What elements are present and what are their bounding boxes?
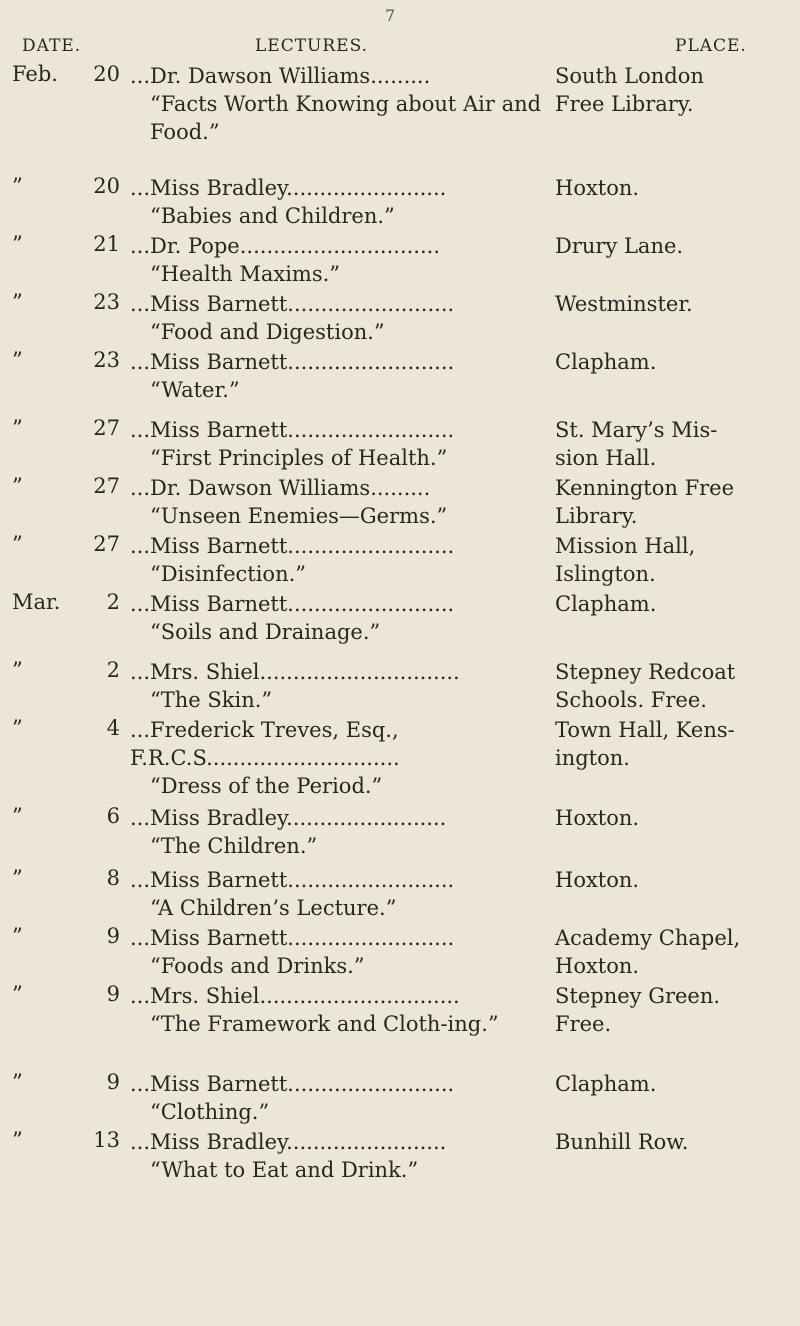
lecturer: ...Dr. Pope.............................. [130,234,440,258]
date-month: ” [12,982,23,1006]
date-month: Mar. [12,590,61,614]
lecture-title: “The Children.” [150,834,318,858]
place-line: Hoxton. [555,176,640,200]
date-day: 2 [106,590,120,614]
lecture-title: “Soils and Drainage.” [150,620,381,644]
lecture-title: “Foods and Drinks.” [150,954,365,978]
lecturer: ...Frederick Treves, Esq., F.R.C.S............................. [130,718,400,770]
date-month: ” [12,416,23,440]
date-month: ” [12,1070,23,1094]
place-line: Stepney Green. [555,984,721,1008]
lecture-title: “Dress of the Period.” [150,774,383,798]
place-line: ington. [555,746,630,770]
date-day: 4 [106,716,120,740]
date-month: ” [12,804,23,828]
place-line: Academy Chapel, [555,926,741,950]
lecturer: ...Mrs. Shiel.............................. [130,660,460,684]
place-line: sion Hall. [555,446,657,470]
lecture-title: “A Children’s Lecture.” [150,896,397,920]
place-line: Westminster. [555,292,693,316]
table-row [0,416,800,474]
header-lectures: LECTURES. [255,36,369,56]
date-day: 9 [106,982,120,1006]
date-month: ” [12,348,23,372]
lecture-title: “Disinfection.” [150,562,307,586]
date-day: 21 [93,232,120,256]
date-month: ” [12,924,23,948]
lecturer: ...Mrs. Shiel.............................. [130,984,460,1008]
place-line: Library. [555,504,638,528]
table-row [0,232,800,290]
place-line: Drury Lane. [555,234,684,258]
date-day: 23 [93,348,120,372]
table-row [0,1128,800,1186]
table-row [0,290,800,348]
date-day: 20 [93,174,120,198]
page-mark: 7 [385,6,396,25]
place-line: Clapham. [555,592,657,616]
date-day: 9 [106,924,120,948]
date-day: 20 [93,62,120,86]
table-row [0,174,800,232]
place-line: Clapham. [555,1072,657,1096]
date-day: 27 [93,416,120,440]
table-row [0,982,800,1070]
place-line: Stepney Redcoat [555,660,736,684]
lecture-title: “What to Eat and Drink.” [150,1158,419,1182]
date-month: ” [12,1128,23,1152]
date-day: 27 [93,474,120,498]
date-day: 27 [93,532,120,556]
date-day: 23 [93,290,120,314]
place-line: Free. [555,1012,612,1036]
table-row [0,62,800,174]
date-month: ” [12,658,23,682]
header-date: DATE. [22,36,82,56]
lecture-title: “Water.” [150,378,240,402]
lecture-title: “The Skin.” [150,688,273,712]
date-month: ” [12,232,23,256]
place-line: Town Hall, Kens- [555,718,735,742]
place-line: Hoxton. [555,954,640,978]
lecturer: ...Miss Barnett......................... [130,418,455,442]
table-row [0,804,800,866]
table-row [0,590,800,658]
lecturer: ...Miss Barnett......................... [130,1072,455,1096]
place-line: Bunhill Row. [555,1130,689,1154]
date-day: 8 [106,866,120,890]
place-line: South London [555,64,704,88]
date-day: 6 [106,804,120,828]
place-line: Hoxton. [555,868,640,892]
table-row [0,1070,800,1128]
lecture-title: “First Principles of Health.” [150,446,448,470]
table-row [0,474,800,532]
table-row [0,658,800,716]
lecturer: ...Miss Barnett......................... [130,592,455,616]
lecture-title: “Facts Worth Knowing about Air and Food.” [150,92,542,144]
date-month: ” [12,290,23,314]
lecture-table [0,62,800,1186]
lecturer: ...Miss Barnett......................... [130,292,455,316]
lecture-title: “Clothing.” [150,1100,270,1124]
table-row [0,532,800,590]
place-line: Clapham. [555,350,657,374]
date-month: ” [12,174,23,198]
lecturer: ...Dr. Dawson Williams......... [130,64,431,88]
place-line: Hoxton. [555,806,640,830]
lecture-title: “Food and Digestion.” [150,320,385,344]
place-line: Mission Hall, [555,534,696,558]
lecturer: ...Miss Bradley........................ [130,806,447,830]
table-row [0,348,800,416]
header-place: PLACE. [675,36,747,56]
table-row [0,866,800,924]
table-row [0,924,800,982]
lecturer: ...Miss Barnett......................... [130,534,455,558]
place-line: Free Library. [555,92,694,116]
lecture-title: “Unseen Enemies—Germs.” [150,504,448,528]
place-line: Islington. [555,562,656,586]
date-day: 2 [106,658,120,682]
date-day: 13 [93,1128,120,1152]
place-line: St. Mary’s Mis- [555,418,718,442]
date-month: ” [12,866,23,890]
lecture-title: “Health Maxims.” [150,262,341,286]
lecture-title: “The Framework and Cloth-ing.” [150,1012,499,1036]
date-month: ” [12,532,23,556]
lecture-title: “Babies and Children.” [150,204,395,228]
place-line: Kennington Free [555,476,735,500]
table-row [0,716,800,804]
date-month: ” [12,716,23,740]
lecturer: ...Miss Bradley........................ [130,176,447,200]
lecturer: ...Miss Barnett......................... [130,926,455,950]
date-month: Feb. [12,62,58,86]
place-line: Schools. Free. [555,688,707,712]
date-day: 9 [106,1070,120,1094]
lecturer: ...Miss Barnett......................... [130,868,455,892]
lecturer: ...Miss Bradley........................ [130,1130,447,1154]
date-month: ” [12,474,23,498]
lecturer: ...Miss Barnett......................... [130,350,455,374]
lecturer: ...Dr. Dawson Williams......... [130,476,431,500]
